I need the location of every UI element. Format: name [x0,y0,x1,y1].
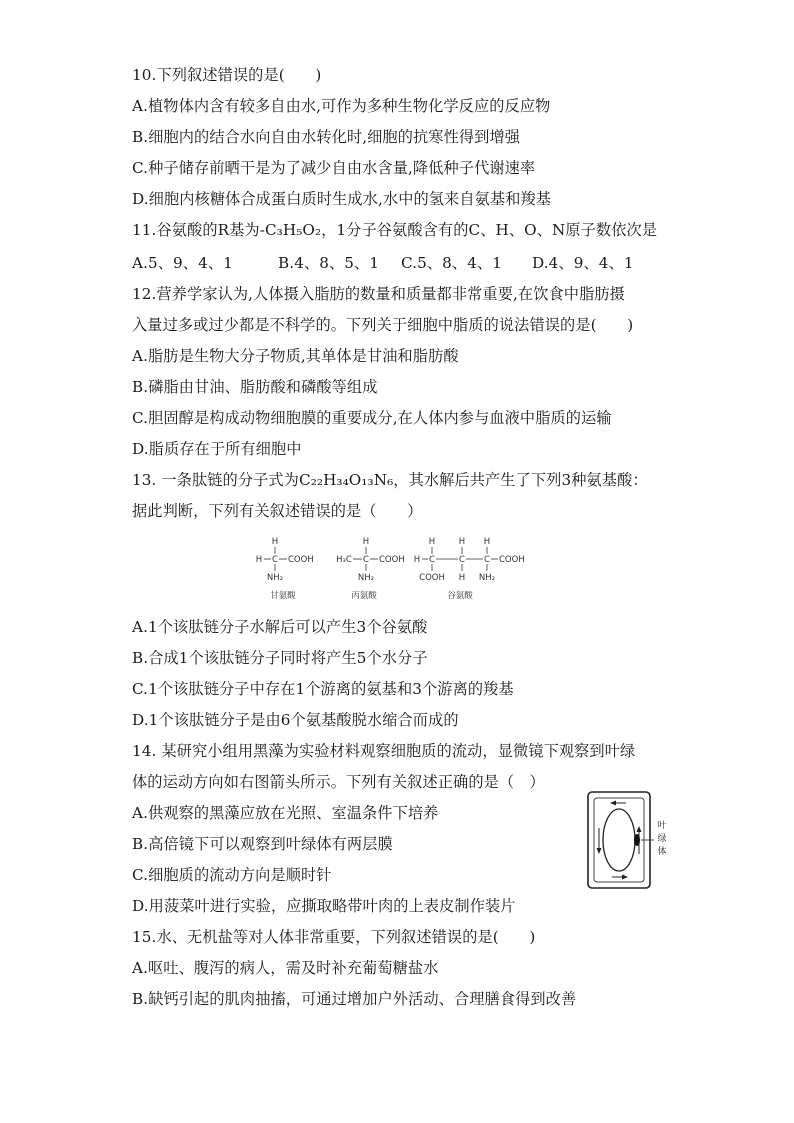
q12-stem-line-2: 入量过多或过少都是不科学的。下列关于细胞中脂质的说法错误的是( ) [132,316,634,334]
q12-option-d: D.脂质存在于所有细胞中 [132,440,302,458]
figure-label-char-1: 叶 [657,821,667,831]
cytoplasmic-streaming-figure [586,790,670,894]
glu-h-bottom: H [458,573,466,583]
figure-label-char-3: 体 [657,847,667,857]
q13-option-d: D.1个该肽链分子是由6个氨基酸脱水缩合而成的 [132,711,459,729]
q10-option-d: D.细胞内核糖体合成蛋白质时生成水,水中的氢来自氨基和羧基 [132,190,552,208]
q14-stem-line-1: 14. 某研究小组用黑藻为实验材料观察细胞质的流动，显微镜下观察到叶绿 [132,742,636,760]
glu-c-1: C [429,555,435,565]
glycine-structure [256,537,314,601]
q15-option-a: A.呕吐、腹泻的病人，需及时补充葡萄糖盐水 [132,959,439,977]
q13-option-b: B.合成1个该肽链分子同时将产生5个水分子 [132,649,428,667]
alanine-cooh: COOH [379,555,405,565]
glutamic-acid-structure [414,537,525,601]
q10-option-c: C.种子储存前晒干是为了减少自由水含量,降低种子代谢速率 [132,159,536,177]
q14-option-c: C.细胞质的流动方向是顺时针 [132,866,332,884]
glu-h-3: H [483,537,491,547]
glu-cooh-right: COOH [499,555,525,565]
q10-option-a: A.植物体内含有较多自由水,可作为多种生物化学反应的反应物 [132,97,551,115]
q11-options [132,253,634,273]
q13-option-a: A.1个该肽链分子水解后可以产生3个谷氨酸 [132,618,428,636]
alanine-structure [336,537,405,601]
alanine-central-c: C [363,555,369,565]
q11-stem: 11.谷氨酸的R基为-C₃H₅O₂，1分子谷氨酸含有的C、H、O、N原子数依次是 [132,221,658,239]
alanine-top-h: H [362,537,370,547]
q14-stem-line-2: 体的运动方向如右图箭头所示。下列有关叙述正确的是（ ） [132,773,545,791]
alanine-label: 丙氨酸 [351,591,377,601]
glu-c-3: C [484,555,490,565]
glycine-label: 甘氨酸 [270,591,296,601]
chloroplast-marker [634,834,640,846]
q10-stem: 10.下列叙述错误的是( ) [132,66,322,84]
q11-option-b: B.4、8、5、1 [278,254,380,272]
glycine-cooh: COOH [288,555,314,565]
q14-option-b: B.高倍镜下可以观察到叶绿体有两层膜 [132,835,393,853]
q11-option-a: A.5、9、4、1 [132,254,233,272]
q12-stem-line-1: 12.营养学家认为,人体摄入脂肪的数量和质量都非常重要,在饮食中脂肪摄 [132,285,625,303]
q13-stem-line-2: 据此判断，下列有关叙述错误的是（ ） [132,502,423,520]
glycine-nh2: NH₂ [266,573,284,583]
glu-left-h: H [413,555,421,565]
figure-label-char-2: 绿 [657,834,667,844]
glycine-central-c: C [272,555,278,565]
glutamic-acid-label: 谷氨酸 [447,591,473,601]
q13-option-c: C.1个该肽链分子中存在1个游离的氨基和3个游离的羧基 [132,680,514,698]
glu-c-2: C [459,555,465,565]
glu-h-1: H [428,537,436,547]
glycine-left-h: H [255,555,263,565]
q12-option-c: C.胆固醇是构成动物细胞膜的重要成分,在人体内参与血液中脂质的运输 [132,409,612,427]
q11-option-c: C.5、8、4、1 [401,254,503,272]
glycine-top-h: H [271,537,279,547]
q13-stem-line-1: 13. 一条肽链的分子式为C₂₂H₃₄O₁₃N₆，其水解后共产生了下列3种氨基酸： [132,471,648,489]
alanine-ch3: H₃C [336,555,352,565]
q15-option-b: B.缺钙引起的肌肉抽搐，可通过增加户外活动、合理膳食得到改善 [132,990,577,1008]
glu-nh2: NH₂ [478,573,496,583]
amino-acid-structures-figure [250,535,535,605]
q10-option-b: B.细胞内的结合水向自由水转化时,细胞的抗寒性得到增强 [132,128,521,146]
alanine-nh2: NH₂ [357,573,375,583]
q12-option-b: B.磷脂由甘油、脂肪酸和磷酸等组成 [132,378,378,396]
q15-stem: 15.水、无机盐等对人体非常重要，下列叙述错误的是( ) [132,928,536,946]
glu-cooh-bottom: COOH [419,573,445,583]
q14-option-a: A.供观察的黑藻应放在光照、室温条件下培养 [132,804,439,822]
q11-option-d: D.4、9、4、1 [532,254,634,272]
q12-option-a: A.脂肪是生物大分子物质,其单体是甘油和脂肪酸 [132,347,459,365]
q14-option-d: D.用菠菜叶进行实验，应撕取略带叶肉的上表皮制作装片 [132,897,516,915]
glu-h-2: H [458,537,466,547]
